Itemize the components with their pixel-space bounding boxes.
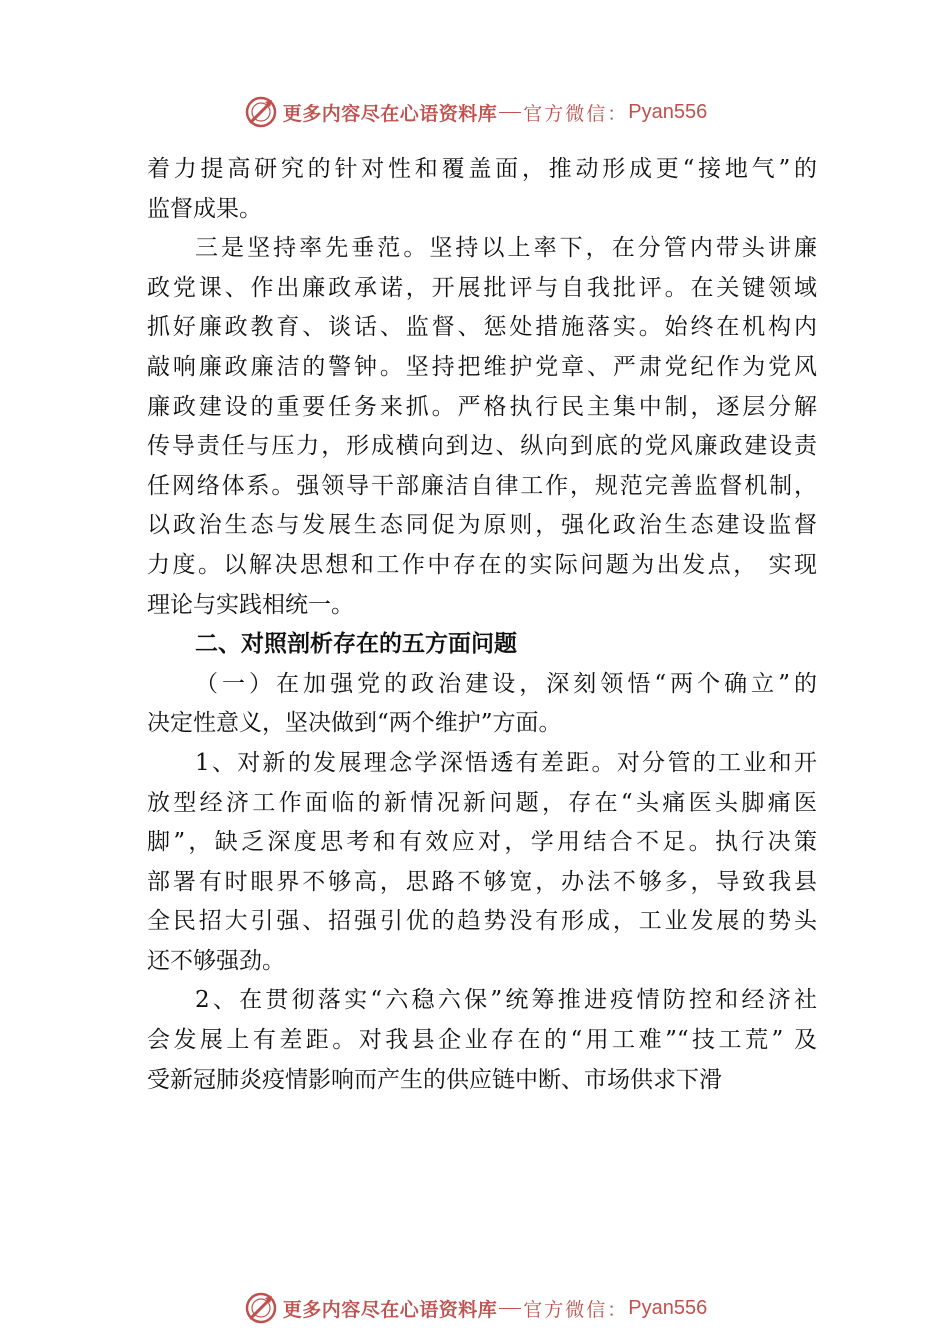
wechat-label: 官方微信： <box>523 102 629 125</box>
body-line: 敲响廉政廉洁的警钟。坚持把维护党章、严肃党纪作为党风 <box>147 353 817 380</box>
footer-banner <box>0 1288 950 1328</box>
body-line: 1、对新的发展理念学深悟透有差距。对分管的工业和开 <box>195 749 817 776</box>
logo-icon <box>243 1290 279 1326</box>
body-line: 部署有时眼界不够高，思路不够宽，办法不够多，导致我县 <box>147 868 817 895</box>
body-line: 2、在贯彻落实“六稳六保”统筹推进疫情防控和经济社 <box>195 987 817 1014</box>
body-line: 廉政建设的重要任务来抓。严格执行民主集中制，逐层分解 <box>147 393 817 420</box>
body-line: 全民招大引强、招强引优的趋势没有形成，工业发展的势头 <box>147 908 817 935</box>
body-line: 还不够强劲。 <box>147 947 285 974</box>
body-line: 会发展上有差距。对我县企业存在的“用工难”“技工荒” 及 <box>147 1027 817 1054</box>
section-heading: 二、对照剖析存在的五方面问题 <box>195 631 517 658</box>
body-line: 受新冠肺炎疫情影响而产生的供应链中断、市场供求下滑 <box>147 1066 722 1093</box>
body-line: 传导责任与压力，形成横向到边、纵向到底的党风廉政建设责 <box>147 433 817 460</box>
wechat-id: Pyan556 <box>628 1296 708 1319</box>
body-line: 脚”，缺乏深度思考和有效应对，学用结合不足。执行决策 <box>147 829 817 856</box>
body-text <box>147 150 817 1100</box>
brand-text: 更多内容尽在心语资料库 <box>282 102 498 125</box>
body-line: 力度。以解决思想和工作中存在的实际问题为出发点， 实现 <box>147 551 817 578</box>
body-line: 政党课、作出廉政承诺，开展批评与自我批评。在关键领域 <box>147 274 817 301</box>
body-line: 任网络体系。强领导干部廉洁自律工作，规范完善监督机制， <box>147 472 817 499</box>
body-line: （一）在加强党的政治建设，深刻领悟“两个确立”的 <box>195 670 817 697</box>
banner-dash <box>499 1308 521 1309</box>
body-line: 抓好廉政教育、谈话、监督、惩处措施落实。始终在机构内 <box>147 314 817 341</box>
body-line: 以政治生态与发展生态同促为原则，强化政治生态建设监督 <box>147 512 817 539</box>
body-line: 理论与实践相统一。 <box>147 591 354 618</box>
logo-icon <box>243 94 279 130</box>
banner-dash <box>499 112 521 113</box>
body-line: 着力提高研究的针对性和覆盖面，推动形成更“接地气”的 <box>147 156 817 182</box>
wechat-label: 官方微信： <box>523 1298 629 1321</box>
wechat-id: Pyan556 <box>628 100 708 123</box>
header-banner <box>0 92 950 132</box>
body-line: 三是坚持率先垂范。坚持以上率下，在分管内带头讲廉 <box>195 235 817 262</box>
brand-text: 更多内容尽在心语资料库 <box>282 1298 498 1321</box>
body-line: 决定性意义，坚决做到“两个维护”方面。 <box>147 710 562 737</box>
body-line: 放型经济工作面临的新情况新问题，存在“头痛医头脚痛医 <box>147 789 817 816</box>
body-line: 监督成果。 <box>147 195 262 222</box>
